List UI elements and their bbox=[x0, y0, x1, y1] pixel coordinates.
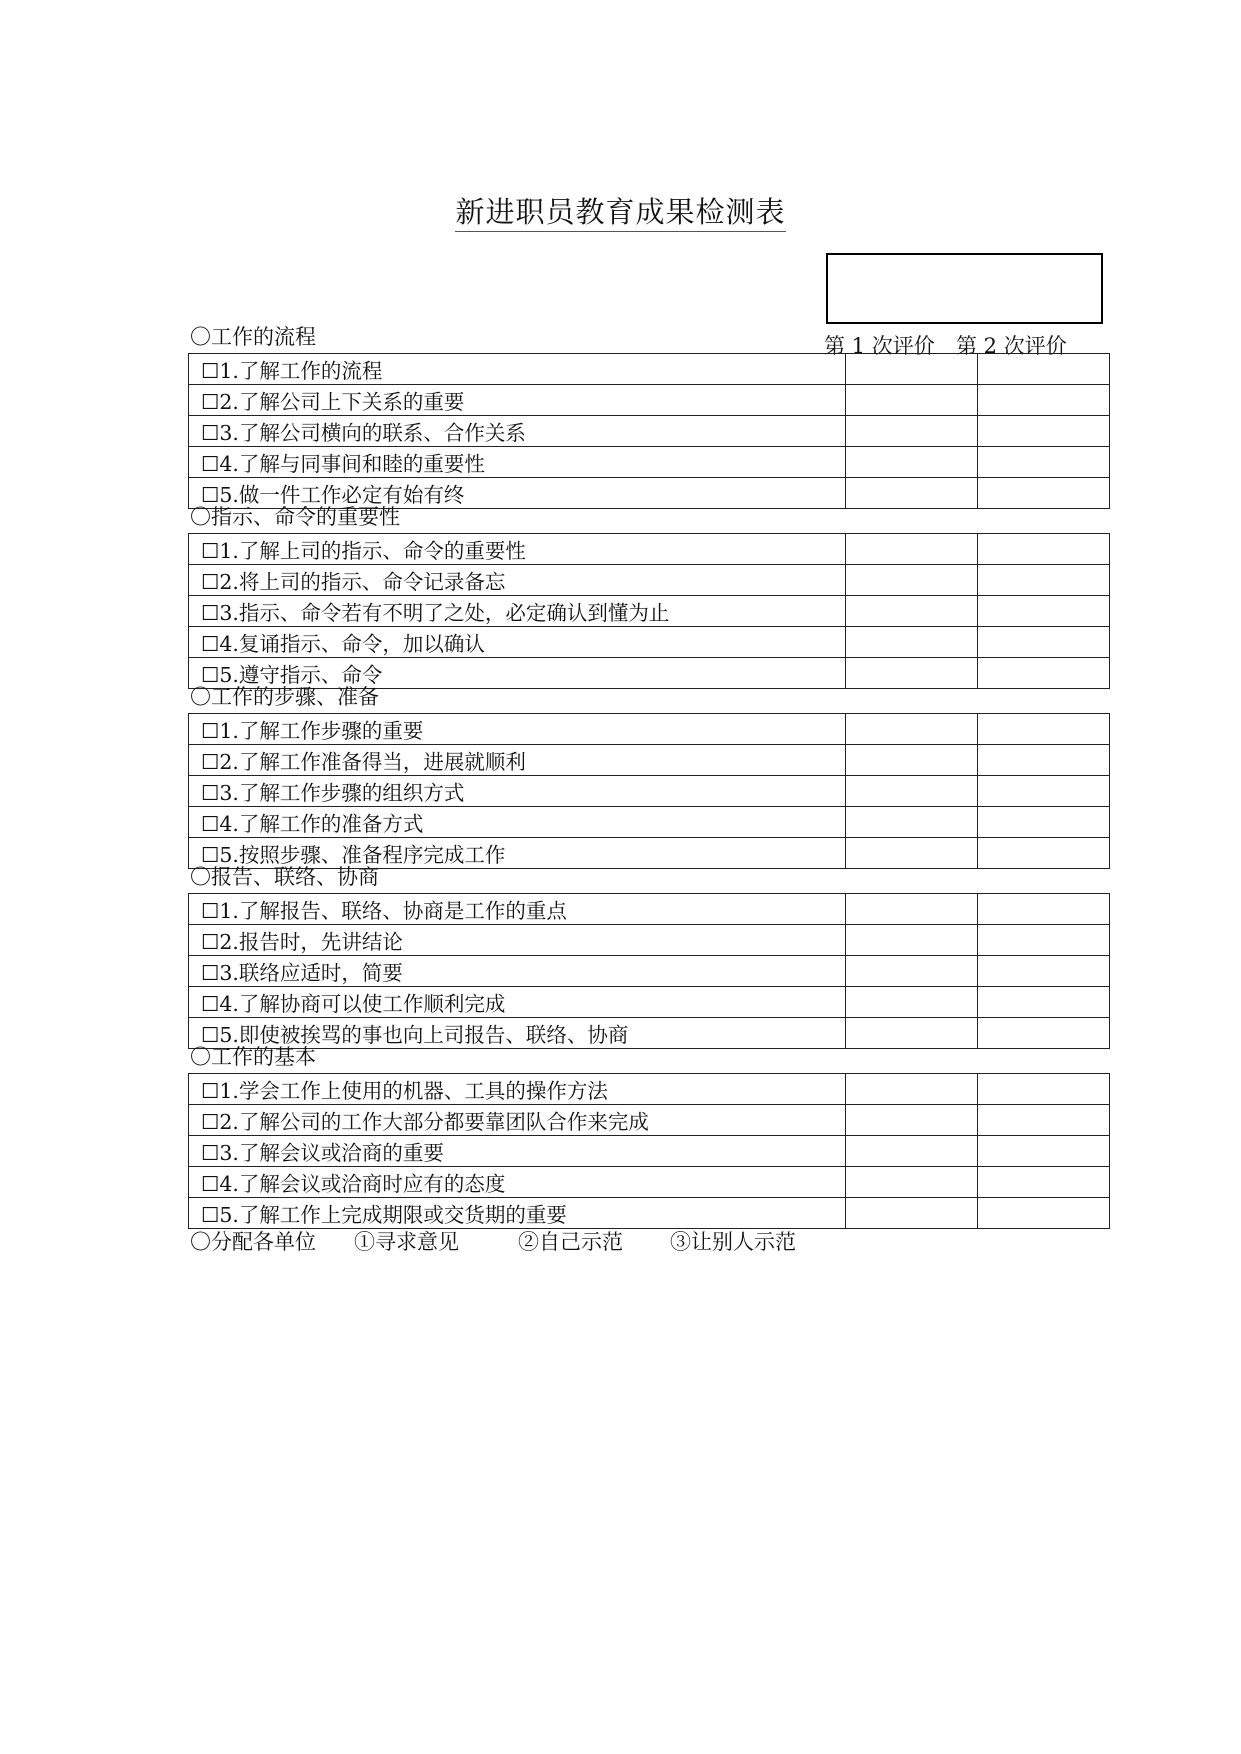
eval-cell-1[interactable] bbox=[846, 354, 978, 385]
eval-cell-2[interactable] bbox=[978, 745, 1110, 776]
table-row bbox=[189, 416, 1110, 447]
item-label: ☐3.联络应适时，简要 bbox=[189, 956, 846, 987]
eval-cell-1[interactable] bbox=[846, 627, 978, 658]
table-row bbox=[189, 776, 1110, 807]
item-label: ☐3.指示、命令若有不明了之处，必定确认到懂为止 bbox=[189, 596, 846, 627]
item-label: ☐5.了解工作上完成期限或交货期的重要 bbox=[189, 1198, 846, 1229]
footer-option-2: ②自己示范 bbox=[518, 1230, 623, 1254]
eval-cell-2[interactable] bbox=[978, 1018, 1110, 1049]
eval-cell-1[interactable] bbox=[846, 1074, 978, 1105]
table-row bbox=[189, 385, 1110, 416]
eval-cell-1[interactable] bbox=[846, 925, 978, 956]
item-label: ☐2.报告时，先讲结论 bbox=[189, 925, 846, 956]
table-row bbox=[189, 807, 1110, 838]
section-heading: 〇工作的基本 bbox=[190, 1045, 316, 1069]
section-heading: 〇报告、联络、协商 bbox=[190, 865, 379, 889]
eval-cell-1[interactable] bbox=[846, 565, 978, 596]
eval-cell-1[interactable] bbox=[846, 1105, 978, 1136]
eval-cell-1[interactable] bbox=[846, 534, 978, 565]
eval-cell-2[interactable] bbox=[978, 807, 1110, 838]
eval-cell-2[interactable] bbox=[978, 478, 1110, 509]
eval-cell-2[interactable] bbox=[978, 416, 1110, 447]
table-row bbox=[189, 1018, 1110, 1049]
table-row bbox=[189, 894, 1110, 925]
item-label: ☐5.遵守指示、命令 bbox=[189, 658, 846, 689]
eval-cell-1[interactable] bbox=[846, 385, 978, 416]
eval-cell-2[interactable] bbox=[978, 658, 1110, 689]
eval-cell-2[interactable] bbox=[978, 838, 1110, 869]
item-label: ☐1.学会工作上使用的机器、工具的操作方法 bbox=[189, 1074, 846, 1105]
item-label: ☐4.了解工作的准备方式 bbox=[189, 807, 846, 838]
table-row bbox=[189, 745, 1110, 776]
assignment-footer bbox=[190, 1226, 796, 1256]
item-label: ☐5.做一件工作必定有始有终 bbox=[189, 478, 846, 509]
item-label: ☐4.了解协商可以使工作顺利完成 bbox=[189, 987, 846, 1018]
table-row bbox=[189, 925, 1110, 956]
eval-cell-2[interactable] bbox=[978, 776, 1110, 807]
eval-cell-2[interactable] bbox=[978, 1136, 1110, 1167]
item-label: ☐2.了解工作准备得当，进展就顺利 bbox=[189, 745, 846, 776]
item-label: ☐3.了解工作步骤的组织方式 bbox=[189, 776, 846, 807]
eval-cell-2[interactable] bbox=[978, 925, 1110, 956]
eval-cell-1[interactable] bbox=[846, 596, 978, 627]
stamp-box bbox=[826, 253, 1103, 324]
eval-cell-1[interactable] bbox=[846, 838, 978, 869]
section-heading: 〇工作的流程 bbox=[190, 325, 316, 349]
item-label: ☐4.了解与同事间和睦的重要性 bbox=[189, 447, 846, 478]
table-row bbox=[189, 714, 1110, 745]
eval-cell-2[interactable] bbox=[978, 447, 1110, 478]
item-label: ☐4.了解会议或洽商时应有的态度 bbox=[189, 1167, 846, 1198]
table-row bbox=[189, 987, 1110, 1018]
eval-cell-1[interactable] bbox=[846, 1198, 978, 1229]
eval-header-2: 第 2 次评价 bbox=[956, 334, 1067, 358]
item-label: ☐5.按照步骤、准备程序完成工作 bbox=[189, 838, 846, 869]
table-row bbox=[189, 447, 1110, 478]
section-heading: 〇工作的步骤、准备 bbox=[190, 685, 379, 709]
item-label: ☐2.了解公司的工作大部分都要靠团队合作来完成 bbox=[189, 1105, 846, 1136]
table-row bbox=[189, 534, 1110, 565]
table-row bbox=[189, 596, 1110, 627]
table-row bbox=[189, 1136, 1110, 1167]
eval-cell-1[interactable] bbox=[846, 745, 978, 776]
table-row bbox=[189, 627, 1110, 658]
eval-cell-2[interactable] bbox=[978, 1167, 1110, 1198]
table-row bbox=[189, 1105, 1110, 1136]
table-row bbox=[189, 565, 1110, 596]
item-label: ☐3.了解公司横向的联系、合作关系 bbox=[189, 416, 846, 447]
eval-cell-1[interactable] bbox=[846, 416, 978, 447]
page-title: 新进职员教育成果检测表 bbox=[0, 190, 1241, 231]
eval-cell-2[interactable] bbox=[978, 1105, 1110, 1136]
eval-cell-2[interactable] bbox=[978, 714, 1110, 745]
item-label: ☐1.了解工作的流程 bbox=[189, 354, 846, 385]
section-table bbox=[188, 1073, 1110, 1229]
eval-cell-2[interactable] bbox=[978, 1074, 1110, 1105]
section-table bbox=[188, 893, 1110, 1049]
eval-cell-2[interactable] bbox=[978, 354, 1110, 385]
eval-cell-1[interactable] bbox=[846, 956, 978, 987]
eval-cell-1[interactable] bbox=[846, 714, 978, 745]
item-label: ☐4.复诵指示、命令，加以确认 bbox=[189, 627, 846, 658]
item-label: ☐2.将上司的指示、命令记录备忘 bbox=[189, 565, 846, 596]
item-label: ☐1.了解上司的指示、命令的重要性 bbox=[189, 534, 846, 565]
table-row bbox=[189, 956, 1110, 987]
section-table bbox=[188, 713, 1110, 869]
eval-cell-2[interactable] bbox=[978, 894, 1110, 925]
footer-option-1: ①寻求意见 bbox=[354, 1230, 459, 1254]
table-row bbox=[189, 354, 1110, 385]
eval-cell-1[interactable] bbox=[846, 658, 978, 689]
eval-cell-1[interactable] bbox=[846, 807, 978, 838]
table-row bbox=[189, 1074, 1110, 1105]
item-label: ☐1.了解工作步骤的重要 bbox=[189, 714, 846, 745]
eval-cell-1[interactable] bbox=[846, 776, 978, 807]
eval-cell-2[interactable] bbox=[978, 565, 1110, 596]
footer-label: 〇分配各单位 bbox=[190, 1230, 316, 1254]
eval-cell-1[interactable] bbox=[846, 1167, 978, 1198]
eval-cell-1[interactable] bbox=[846, 987, 978, 1018]
eval-cell-1[interactable] bbox=[846, 1136, 978, 1167]
eval-cell-1[interactable] bbox=[846, 894, 978, 925]
eval-cell-1[interactable] bbox=[846, 1018, 978, 1049]
eval-cell-2[interactable] bbox=[978, 385, 1110, 416]
eval-cell-2[interactable] bbox=[978, 534, 1110, 565]
section-heading: 〇指示、命令的重要性 bbox=[190, 505, 400, 529]
item-label: ☐5.即使被挨骂的事也向上司报告、联络、协商 bbox=[189, 1018, 846, 1049]
item-label: ☐2.了解公司上下关系的重要 bbox=[189, 385, 846, 416]
section-table bbox=[188, 533, 1110, 689]
eval-cell-1[interactable] bbox=[846, 447, 978, 478]
table-row bbox=[189, 1198, 1110, 1229]
eval-header-1: 第 1 次评价 bbox=[824, 334, 935, 358]
table-row bbox=[189, 1167, 1110, 1198]
eval-cell-2[interactable] bbox=[978, 956, 1110, 987]
eval-cell-2[interactable] bbox=[978, 627, 1110, 658]
eval-cell-2[interactable] bbox=[978, 1198, 1110, 1229]
footer-option-3: ③让别人示范 bbox=[670, 1230, 796, 1254]
section-table bbox=[188, 353, 1110, 509]
item-label: ☐3.了解会议或洽商的重要 bbox=[189, 1136, 846, 1167]
eval-cell-1[interactable] bbox=[846, 478, 978, 509]
eval-cell-2[interactable] bbox=[978, 596, 1110, 627]
item-label: ☐1.了解报告、联络、协商是工作的重点 bbox=[189, 894, 846, 925]
eval-cell-2[interactable] bbox=[978, 987, 1110, 1018]
